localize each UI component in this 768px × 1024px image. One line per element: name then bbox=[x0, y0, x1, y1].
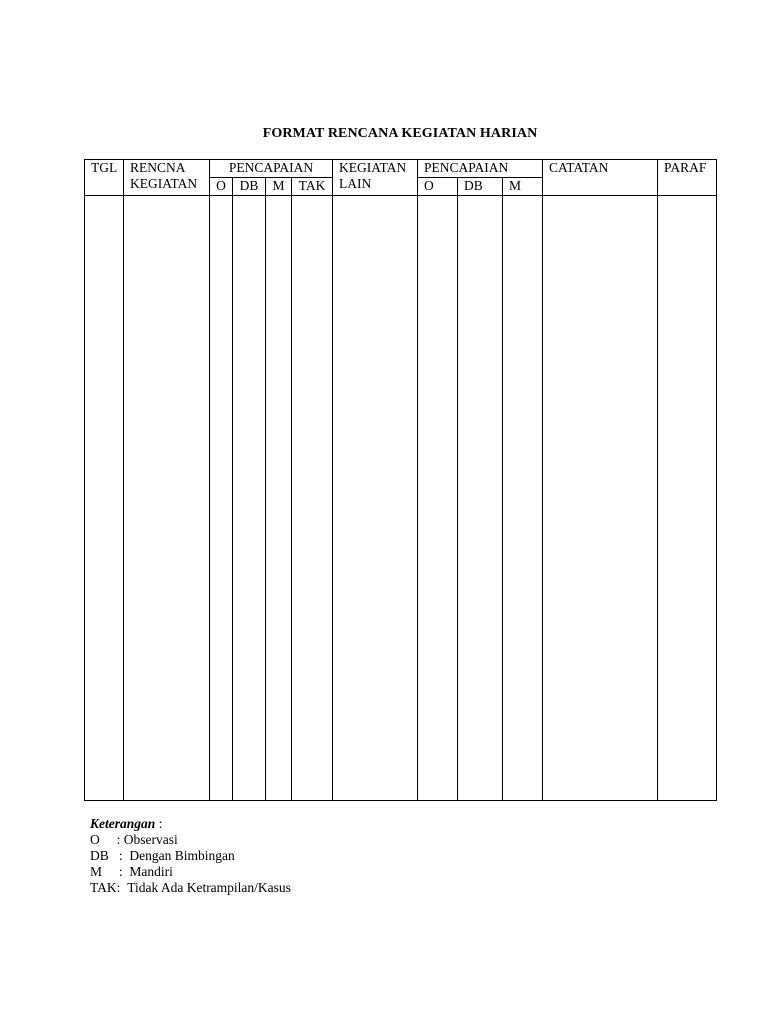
legend-heading: Keterangan bbox=[90, 816, 156, 831]
header-kegiatan-lain bbox=[333, 160, 418, 196]
legend-text: Dengan Bimbingan bbox=[129, 848, 235, 863]
header-tgl: TGL bbox=[85, 160, 124, 196]
header-catatan: CATATAN bbox=[543, 160, 658, 196]
legend bbox=[90, 816, 291, 896]
daily-activity-table bbox=[84, 159, 717, 801]
legend-text: Mandiri bbox=[129, 864, 173, 879]
cell-p1-m[interactable] bbox=[266, 196, 292, 801]
entry-row bbox=[85, 196, 717, 801]
legend-text: Tidak Ada Ketrampilan/Kasus bbox=[127, 880, 291, 895]
legend-item bbox=[90, 832, 291, 848]
cell-p2-o[interactable] bbox=[418, 196, 458, 801]
header-rencana-kegiatan bbox=[124, 160, 210, 196]
legend-item bbox=[90, 848, 291, 864]
header-row-1 bbox=[85, 160, 717, 178]
legend-text: Observasi bbox=[123, 832, 178, 847]
header-p2-m: M bbox=[503, 178, 543, 196]
header-p1-o: O bbox=[210, 178, 233, 196]
header-p1-tak: TAK bbox=[292, 178, 333, 196]
cell-paraf[interactable] bbox=[658, 196, 717, 801]
header-p1-m: M bbox=[266, 178, 292, 196]
header-kegiatan-lain-line1: KEGIATAN bbox=[339, 160, 407, 175]
cell-catatan[interactable] bbox=[543, 196, 658, 801]
cell-kegiatan-lain[interactable] bbox=[333, 196, 418, 801]
legend-item bbox=[90, 880, 291, 896]
header-kegiatan-lain-line2: LAIN bbox=[339, 176, 372, 191]
legend-abbr: M bbox=[90, 864, 103, 879]
legend-heading-suffix: : bbox=[155, 816, 163, 831]
header-p2-o: O bbox=[418, 178, 458, 196]
header-p1-db: DB bbox=[233, 178, 266, 196]
legend-sep: : bbox=[99, 832, 124, 847]
cell-rencana-kegiatan[interactable] bbox=[124, 196, 210, 801]
legend-abbr: DB bbox=[90, 848, 109, 863]
legend-item bbox=[90, 864, 291, 880]
cell-p1-o[interactable] bbox=[210, 196, 233, 801]
header-p2-db: DB bbox=[458, 178, 503, 196]
header-pencapaian-1: PENCAPAIAN bbox=[210, 160, 333, 178]
cell-tgl[interactable] bbox=[85, 196, 124, 801]
legend-sep: : bbox=[116, 880, 128, 895]
cell-p2-db[interactable] bbox=[458, 196, 503, 801]
header-rencana-line1: RENCNA bbox=[130, 160, 186, 175]
legend-abbr: O bbox=[90, 832, 100, 847]
header-pencapaian-2: PENCAPAIAN bbox=[418, 160, 543, 178]
header-paraf: PARAF bbox=[658, 160, 717, 196]
cell-p1-db[interactable] bbox=[233, 196, 266, 801]
legend-sep: : bbox=[108, 848, 130, 863]
cell-p1-tak[interactable] bbox=[292, 196, 333, 801]
header-rencana-line2: KEGIATAN bbox=[130, 176, 198, 191]
cell-p2-m[interactable] bbox=[503, 196, 543, 801]
page-title: FORMAT RENCANA KEGIATAN HARIAN bbox=[262, 126, 538, 141]
legend-abbr: TAK bbox=[90, 880, 117, 895]
legend-sep: : bbox=[102, 864, 130, 879]
legend-heading-line bbox=[90, 816, 291, 832]
